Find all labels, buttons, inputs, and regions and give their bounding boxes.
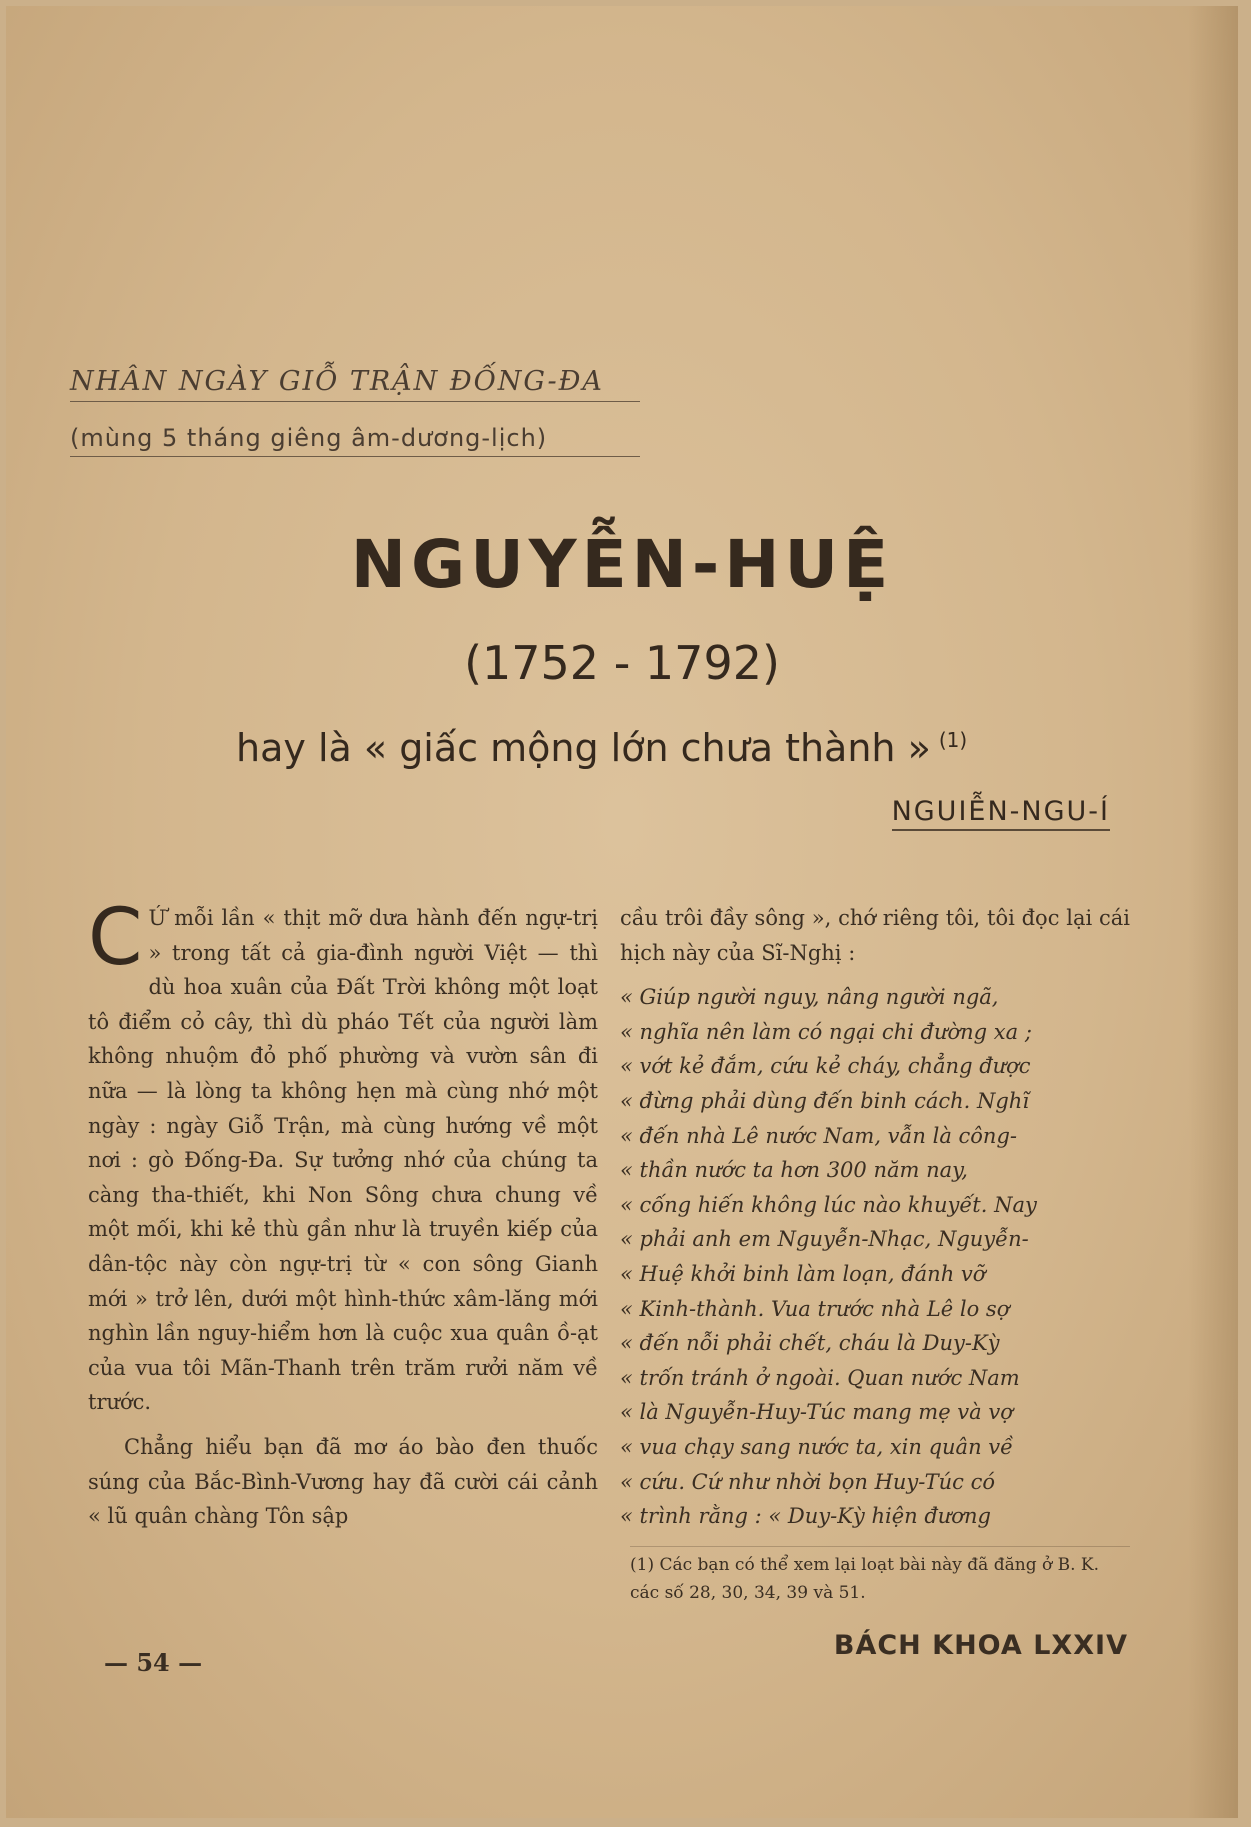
quote-line: « thần nước ta hơn 300 năm nay, [620, 1158, 968, 1183]
quote-line: « nghĩa nên làm có ngại chi đường xa ; [620, 1019, 1032, 1044]
quote-line: « phải anh em Nguyễn-Nhạc, Nguyễn- [620, 1227, 1029, 1252]
drop-cap: C [88, 893, 143, 983]
footnote: (1) Các bạn có thể xem lại loạt bài này đã đăng ở B. K. các số 28, 30, 34, 39 và 51. [630, 1546, 1130, 1607]
page-number: — 54 — [104, 1648, 203, 1677]
article-subtitle [236, 726, 967, 770]
quote-line: « là Nguyễn-Huy-Túc mang mẹ và vợ [620, 1400, 1013, 1425]
article-kicker-subtitle: (mùng 5 tháng giêng âm-dương-lịch) [70, 424, 640, 457]
quote-line: « trình rằng : « Duy-Kỳ hiện đương [620, 1504, 991, 1529]
magazine-page [6, 6, 1238, 1818]
subtitle-text: hay là « giấc mộng lớn chưa thành » [236, 726, 931, 770]
quote-line: « trốn tránh ở ngoài. Quan nước Nam [620, 1365, 1020, 1390]
quote-line: « Kinh-thành. Vua trước nhà Lê lo sợ [620, 1296, 1010, 1321]
page-edge-shadow [1188, 6, 1238, 1818]
quote-line: « Huệ khởi binh làm loạn, đánh vỡ [620, 1261, 986, 1286]
proclamation-quote [620, 980, 1130, 1534]
body-paragraph-1 [88, 893, 598, 1420]
article-years: (1752 - 1792) [464, 636, 780, 690]
quote-line: « đừng phải dùng đến binh cách. Nghĩ [620, 1088, 1030, 1113]
quote-line: « vua chạy sang nước ta, xin quân về [620, 1434, 1014, 1459]
body-paragraph-3: cầu trôi đầy sông », chớ riêng tôi, tôi đọc lại cái hịch này của Sĩ-Nghị : [620, 906, 1130, 965]
quote-line: « cống hiến không lúc nào khuyết. Nay [620, 1192, 1037, 1217]
quote-line: « Giúp người nguy, nâng người ngã, [620, 985, 999, 1010]
body-paragraph-1-text: Ứ mỗi lần « thịt mỡ dưa hành đến ngự-trị » trong tất cả gia-đình người Việt — thì dù hoa xuân của Đất Trời không một loạt tô điểm cỏ cây, thì dù pháo Tết của người làm không nhuộm đỏ phố phường và vườn sân đi nữa — là lòng ta không hẹn mà cùng nhớ một ngày : ngày Giỗ Trận, mà cùng hướng về một nơi : gò Đống-Đa. Sự tưởng nhớ của chúng ta càng tha-thiết, khi Non Sông chưa chung về một mối, khi kẻ thù gần như là truyền kiếp của dân-tộc này còn ngự-trị từ « con sông Gianh mới » trở lên, dưới một hình-thức xâm-lăng mới nghìn lần nguy-hiểm hơn là cuộc xua quân ồ-ạt của vua tôi Mãn-Thanh trên trăm rưởi năm về trước. [88, 906, 598, 1415]
quote-line: « đến nỗi phải chết, cháu là Duy-Kỳ [620, 1331, 1000, 1356]
quote-line: « đến nhà Lê nước Nam, vẫn là công- [620, 1123, 1017, 1148]
text-column-left [88, 893, 598, 1544]
article-kicker: NHÂN NGÀY GIỖ TRẬN ĐỐNG-ĐA [70, 366, 640, 402]
quote-line: « vớt kẻ đắm, cứu kẻ cháy, chẳng được [620, 1054, 1031, 1079]
body-paragraph-2: Chẳng hiểu bạn đã mơ áo bào đen thuốc súng của Bắc-Bình-Vương hay đã cười cái cảnh « lũ quân chàng Tôn sập [88, 1434, 598, 1529]
article-author: NGUIỄN-NGU-Í [892, 796, 1110, 831]
article-title: NGUYỄN-HUỆ [350, 526, 894, 603]
subtitle-footnote-ref: (1) [938, 728, 968, 753]
magazine-name: BÁCH KHOA LXXIV [833, 1630, 1128, 1661]
quote-line: « cứu. Cứ như nhời bọn Huy-Túc có [620, 1469, 995, 1494]
text-column-right [620, 901, 1130, 1534]
